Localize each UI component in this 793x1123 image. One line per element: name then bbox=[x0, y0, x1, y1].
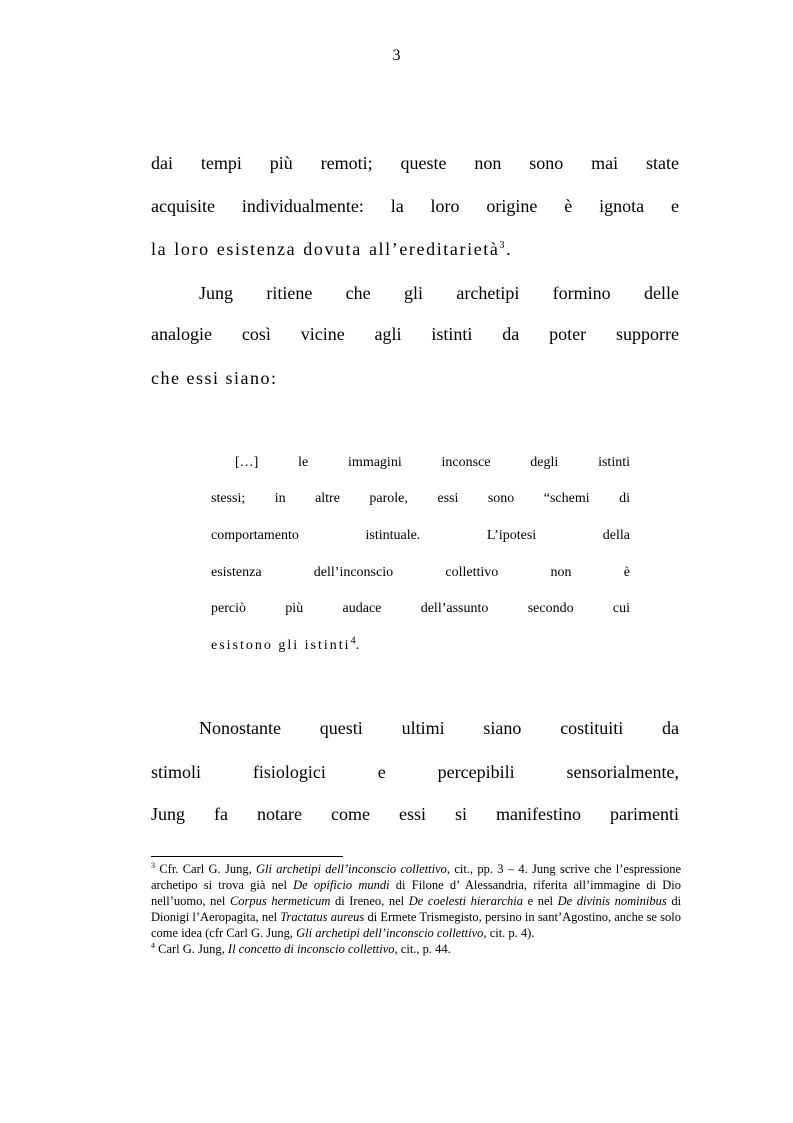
footnote-text: Cfr. Carl G. Jung, bbox=[159, 862, 257, 876]
quote-line: comportamento istintuale. L’ipotesi della bbox=[211, 528, 630, 543]
footnote-italic-text: De coelesti hierarchia bbox=[408, 894, 523, 908]
body-line: stimoli fisiologici e percepibili sensorialmente, bbox=[151, 762, 679, 782]
footnote-text: di Ireneo, nel bbox=[330, 894, 409, 908]
footnote-italic-text: Gli archetipi dell’inconscio collettivo bbox=[296, 926, 484, 940]
footnote-italic-text: De divinis nominibus bbox=[557, 894, 667, 908]
quote-text: . bbox=[355, 638, 362, 653]
footnote-4 bbox=[151, 941, 681, 957]
body-line: Jung fa notare come essi si manifestino parimenti bbox=[151, 804, 679, 824]
footnote-number: 3 bbox=[151, 860, 155, 870]
quote-text: esistono gli istinti bbox=[211, 638, 351, 653]
footnote-text: di Ermete Trismegisto, persino in sant’Agostino, anche se solo come idea (cfr Carl G. Jung, bbox=[151, 910, 681, 940]
footnote-text: Carl G. Jung, bbox=[158, 942, 228, 956]
footnote-text: di Filone d’ Alessandria, riferita all’immagine di Dio nell’uomo, nel bbox=[151, 878, 682, 908]
quote-line: stessi; in altre parole, essi sono “schemi di bbox=[211, 491, 630, 506]
quote-line: […] le immagini inconsce degli istinti bbox=[235, 455, 630, 470]
footnote-text: , cit. p. 4). bbox=[483, 926, 535, 940]
footnote-text: , cit., pp. 3 – 4. Jung scrive che l’espressione archetipo si trova già nel bbox=[151, 862, 682, 892]
body-line: dai tempi più remoti; queste non sono mai state bbox=[151, 153, 679, 173]
quote-line: esistenza dell’inconscio collettivo non è bbox=[211, 565, 630, 580]
footnote-text: e nel bbox=[522, 894, 558, 908]
footnote-italic-text: De opificio mundi bbox=[293, 878, 390, 892]
body-line: Jung ritiene che gli archetipi formino delle bbox=[199, 283, 679, 303]
footnote-rule bbox=[151, 856, 343, 857]
body-line: analogie così vicine agli istinti da poter supporre bbox=[151, 324, 679, 344]
quote-line: perciò più audace dell’assunto secondo cui bbox=[211, 601, 630, 616]
body-line: Nonostante questi ultimi siano costituiti da bbox=[199, 718, 679, 738]
footnote-text: , cit., p. 44. bbox=[394, 942, 451, 956]
footnote-italic-text: Il concetto di inconscio collettivo bbox=[227, 942, 395, 956]
footnote-ref-3[interactable]: 3 bbox=[499, 240, 507, 251]
page-number: 3 bbox=[392, 47, 401, 64]
footnote-text: di Dionigi l’Aeropagita, nel bbox=[151, 894, 682, 924]
footnote-italic-text: Gli archetipi dell’inconscio collettivo bbox=[256, 862, 447, 876]
body-line bbox=[151, 238, 679, 260]
body-text: . bbox=[506, 239, 513, 259]
footnote-3 bbox=[151, 861, 681, 941]
footnotes bbox=[151, 861, 681, 957]
footnote-number: 4 bbox=[151, 940, 155, 950]
quote-line bbox=[211, 637, 630, 655]
footnote-italic-text: Corpus hermeticum bbox=[229, 894, 331, 908]
footnote-ref-4[interactable]: 4 bbox=[350, 635, 356, 647]
footnote-italic-text: Tractatus aureus bbox=[280, 910, 365, 924]
body-line: che essi siano: bbox=[151, 368, 278, 388]
body-line: acquisite individualmente: la loro origine è ignota e bbox=[151, 196, 679, 216]
body-text: la loro esistenza dovuta all’ereditarietà bbox=[151, 239, 500, 259]
